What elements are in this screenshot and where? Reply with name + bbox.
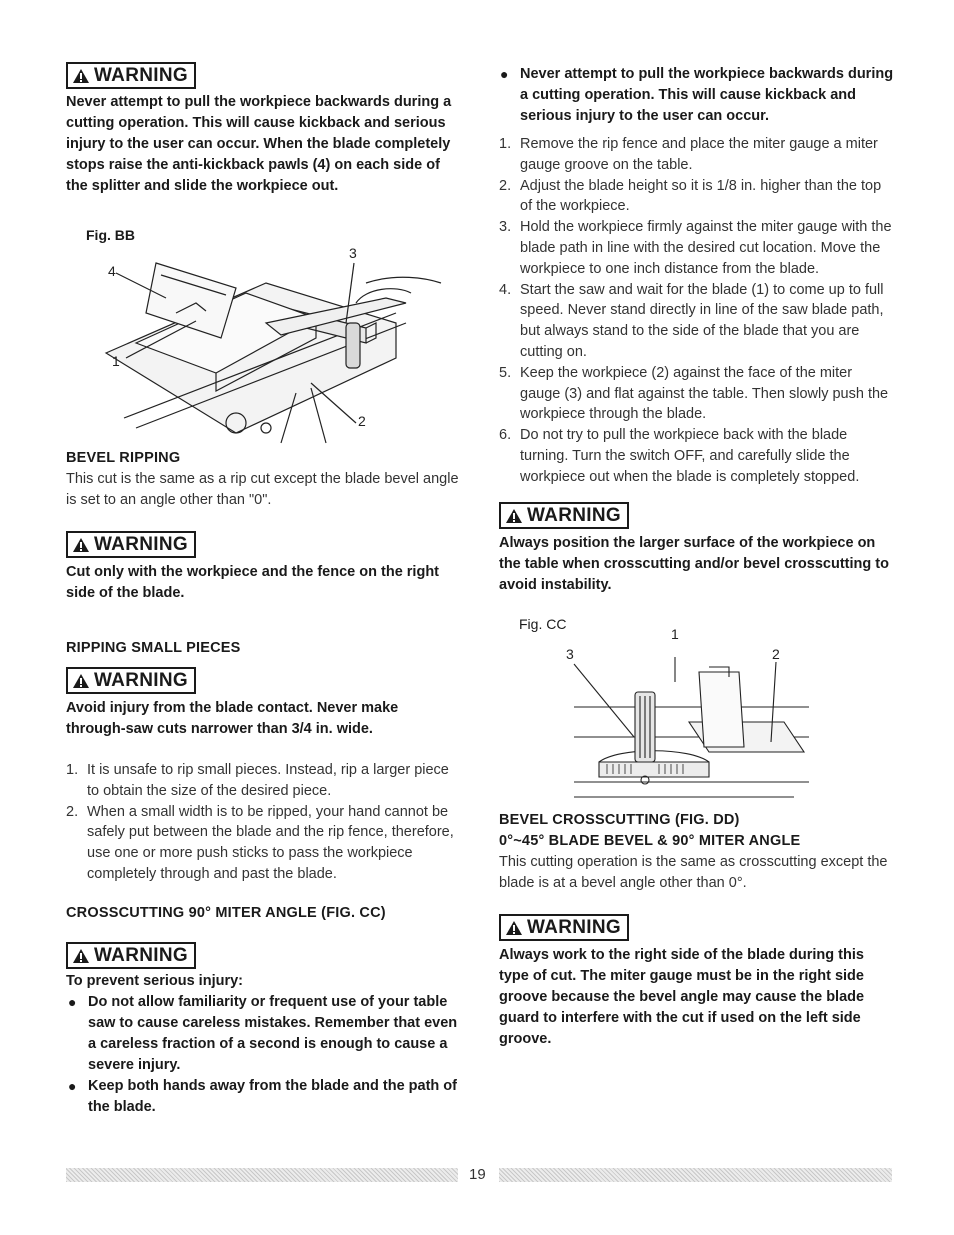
callout-3: 3: [566, 645, 574, 662]
footer-pattern-left: [66, 1168, 458, 1182]
top-bullet-list: [498, 64, 894, 127]
callout-4: 4: [108, 263, 116, 279]
warning-label-1: WARNING: [66, 62, 196, 89]
warning-2-text: Cut only with the workpiece and the fence on the right side of the blade.: [66, 564, 439, 601]
page-number: 19: [469, 1166, 486, 1183]
miter-crosscut-illustration: [499, 632, 894, 808]
warning-triangle-icon: [505, 508, 523, 524]
table-saw-rip-illustration: [66, 243, 461, 448]
callout-1: 1: [671, 625, 679, 642]
callout-3: 3: [349, 245, 357, 261]
warning-label-6: WARNING: [499, 914, 629, 941]
bevel-ripping-heading: BEVEL RIPPING: [66, 450, 181, 466]
fig-bb-label: Fig. BB: [86, 227, 135, 243]
bevel-crosscutting-text: This cutting operation is the same as crosscutting except the blade is at a bevel angle other than 0°.: [499, 853, 888, 891]
warning-triangle-icon: [72, 68, 90, 84]
callout-1: 1: [112, 353, 120, 369]
list-item: 3. Hold the workpiece firmly against the miter gauge with the blade path in line with the desired cut location. Move the workpiece to one inch distance from the blade.: [499, 219, 892, 277]
bevel-ripping-text: This cut is the same as a rip cut except the blade bevel angle is set to an angle other than "0".: [66, 471, 459, 508]
warning-triangle-icon: [72, 537, 90, 553]
fig-bb-illustration: [66, 243, 461, 448]
warning-4-bullets: [66, 992, 461, 1118]
warning-triangle-icon: [72, 673, 90, 689]
warning-triangle-icon: [72, 948, 90, 964]
warning-5-text: Always position the larger surface of the workpiece on the table when crosscutting and/or bevel crosscutting to avoid instability.: [499, 534, 889, 593]
fig-cc-illustration: [499, 625, 894, 808]
list-item: 2. When a small width is to be ripped, your hand cannot be safely put between the blade and the rip fence, therefore, use one or more push sticks to pass the workpiece completely through and past the blade.: [66, 803, 454, 882]
warning-label-3: WARNING: [66, 667, 196, 694]
fig-cc-label: Fig. CC: [519, 615, 567, 632]
list-item: ● Keep both hands away from the blade and the path of the blade.: [68, 1077, 457, 1115]
bevel-angle-heading: 0°~45° BLADE BEVEL & 90° MITER ANGLE: [499, 832, 801, 849]
warning-3-text: Avoid injury from the blade contact. Never make through-saw cuts narrower than 3/4 in. wide.: [66, 700, 399, 737]
warning-label-4: WARNING: [66, 942, 196, 969]
footer-pattern-right: [499, 1168, 892, 1182]
crosscutting-steps: [499, 134, 894, 488]
warning-triangle-icon: [505, 920, 523, 936]
warning-label-2: WARNING: [66, 531, 196, 558]
bevel-crosscutting-heading: BEVEL CROSSCUTTING (FIG. DD): [499, 811, 740, 828]
list-item: 2. Adjust the blade height so it is 1/8 in. higher than the top of the workpiece.: [499, 177, 882, 215]
ripping-small-pieces-heading: RIPPING SMALL PIECES: [66, 640, 241, 656]
list-item: 1. It is unsafe to rip small pieces. Instead, rip a larger piece to obtain the size of the desired piece.: [66, 762, 449, 799]
ripping-small-steps: [66, 760, 461, 885]
warning-1-text: Never attempt to pull the workpiece backwards during a cutting operation. This will cause kickback and serious injury to the user can occur. When the blade completely stops raise the anti-kickback pawls (4) on each side of the splitter and slide the workpiece out.: [66, 94, 452, 194]
list-item: ● Never attempt to pull the workpiece backwards during a cutting operation. This will cause kickback and serious injury to the user can occur.: [500, 66, 894, 124]
warning-4-intro: To prevent serious injury:: [66, 972, 243, 989]
page-footer: [66, 1166, 892, 1184]
list-item: 6. Do not try to pull the workpiece back with the blade turning. Turn the switch OFF, and carefully slide the workpiece out when the blade is completely stopped.: [499, 427, 860, 485]
list-item: ● Do not allow familiarity or frequent use of your table saw to cause careless mistakes. Remember that even a careless fraction of a second is enough to cause a severe injury.: [68, 993, 458, 1073]
warning-label-5: WARNING: [499, 502, 629, 529]
callout-2: 2: [772, 645, 780, 662]
list-item: 5. Keep the workpiece (2) against the face of the miter gauge (3) and flat against the table. Then slowly push the workpiece through the blade.: [499, 364, 889, 423]
crosscutting-heading: CROSSCUTTING 90° MITER ANGLE (FIG. CC): [66, 904, 386, 921]
list-item: 1. Remove the rip fence and place the miter gauge a miter gauge groove on the table.: [499, 136, 878, 173]
warning-6-text: Always work to the right side of the blade during this type of cut. The miter gauge must be in the right side groove because the bevel angle may cause the blade guard to interfere with the cut if used on the left side groove.: [499, 946, 865, 1047]
right-column: [499, 64, 894, 1050]
list-item: 4. Start the saw and wait for the blade (1) to come up to full speed. Never stand directly in line of the saw blade path, but always stand to the side of the blade that you are cutting on.: [499, 281, 884, 360]
left-column: [66, 62, 461, 1118]
callout-2: 2: [358, 413, 366, 429]
